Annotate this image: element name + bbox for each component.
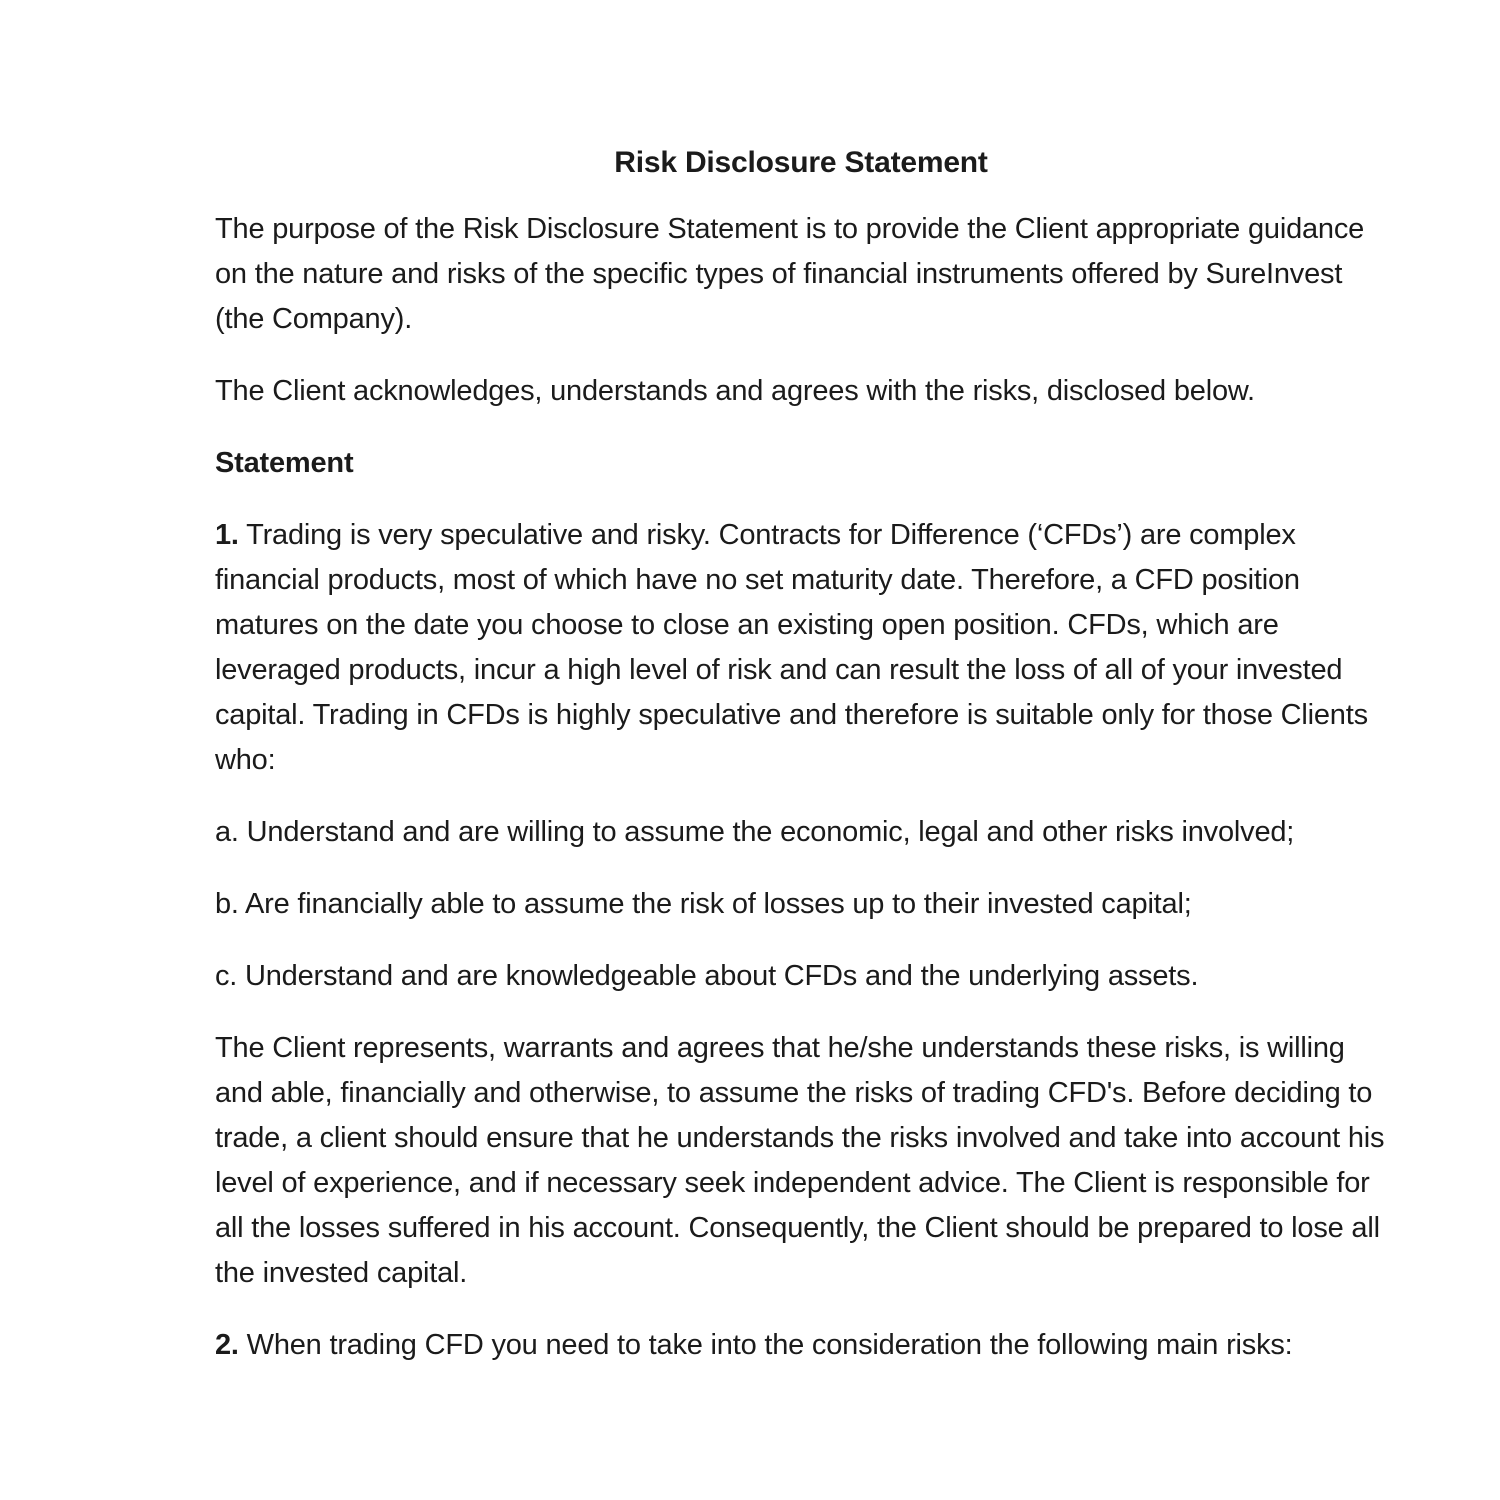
intro-paragraph-1: The purpose of the Risk Disclosure Statement is to provide the Client appropriate guidance on the nature and risks of the specific types of financial instruments offered by SureInvest (the Company).: [215, 213, 1365, 335]
statement-item-1: [215, 513, 1387, 783]
intro-paragraph-2: The Client acknowledges, understands and agrees with the risks, disclosed below.: [215, 375, 1255, 407]
statement-item-1-number: 1.: [215, 519, 239, 551]
sub-item-a: a. Understand and are willing to assume the economic, legal and other risks involved;: [215, 816, 1295, 848]
sub-item-c: c. Understand and are knowledgeable about CFDs and the underlying assets.: [215, 960, 1199, 992]
statement-item-2: [215, 1323, 1387, 1368]
statement-item-2-text: When trading CFD you need to take into the consideration the following main risks:: [238, 1329, 1293, 1361]
section-heading-statement: Statement: [215, 447, 354, 479]
document-title: Risk Disclosure Statement: [614, 146, 988, 179]
statement-item-2-number: 2.: [215, 1329, 239, 1361]
sub-item-b: b. Are financially able to assume the risk of losses up to their invested capital;: [215, 888, 1192, 920]
closing-paragraph: The Client represents, warrants and agrees that he/she understands these risks, is willing and able, financially and otherwise, to assume the risks of trading CFD's. Before deciding to trade, a client should ensure that he understands the risks involved and take into account his level of experience, and if necessary seek independent advice. The Client is responsible for all the losses suffered in his account. Consequently, the Client should be prepared to lose all the invested capital.: [215, 1032, 1385, 1289]
statement-item-1-text: Trading is very speculative and risky. Contracts for Difference (‘CFDs’) are complex financial products, most of which have no set maturity date. Therefore, a CFD position matures on the date you choose to close an existing open position. CFDs, which are leveraged products, incur a high level of risk and can result the loss of all of your invested capital. Trading in CFDs is highly speculative and therefore is suitable only for those Clients who:: [215, 519, 1368, 776]
